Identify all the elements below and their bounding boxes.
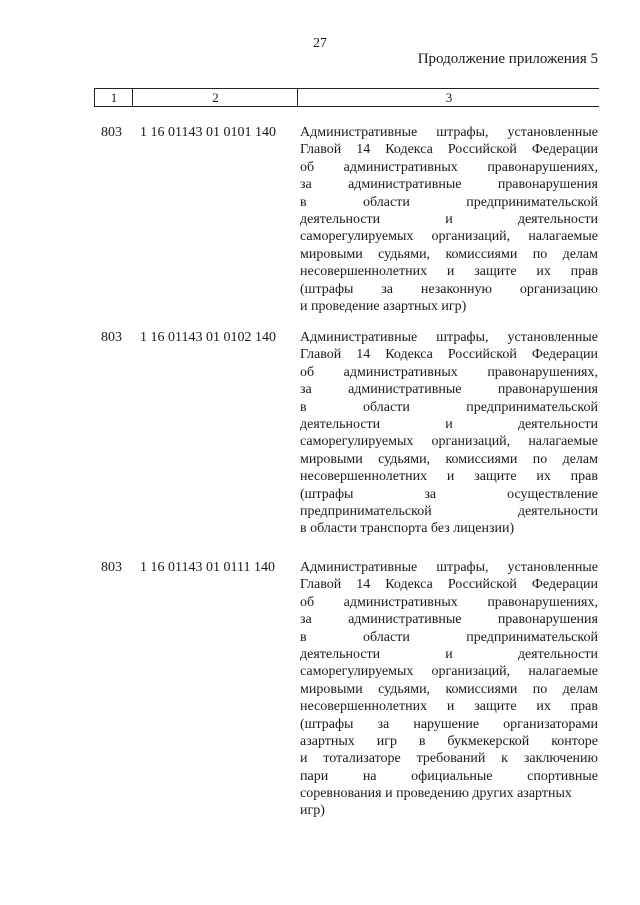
description-line: [300, 329, 598, 346]
description-word: предпринимательской: [466, 629, 598, 645]
description-word: прав: [570, 264, 598, 280]
description-word: налагаемые: [528, 229, 598, 245]
admin-code: 803: [101, 560, 122, 575]
description-word: Российской: [447, 347, 517, 363]
description-line: [300, 451, 598, 468]
table-header-row: [94, 88, 599, 107]
description-word: заключению: [523, 751, 598, 767]
description-word: мировыми: [300, 246, 363, 262]
description-word: и: [446, 699, 455, 715]
description-word: (штрафы: [300, 281, 354, 297]
description-word: соревнования и проведению других азартных: [300, 786, 572, 802]
description-word: организаций,: [431, 229, 511, 245]
description-word: Федерации: [531, 577, 598, 593]
description-word: делам: [562, 451, 598, 467]
description-word: за: [300, 177, 312, 193]
description-line: [300, 750, 598, 767]
description-word: спортивные: [527, 768, 598, 784]
description-word: судьями,: [378, 451, 431, 467]
description-word: налагаемые: [528, 664, 598, 680]
description-word: и: [446, 264, 455, 280]
description-word: Кодекса: [385, 142, 433, 158]
description-word: деятельности: [517, 503, 598, 519]
description-word: административных: [343, 594, 458, 610]
revenue-description: [300, 124, 598, 315]
description-word: требований: [416, 751, 486, 767]
description-line: [300, 716, 598, 733]
description-word: Федерации: [531, 142, 598, 158]
description-word: (штрафы: [300, 486, 354, 502]
description-word: административных: [343, 159, 458, 175]
description-word: за: [377, 716, 390, 732]
description-word: Кодекса: [385, 347, 433, 363]
description-word: установленные: [507, 125, 598, 140]
description-word: судьями,: [378, 681, 431, 697]
description-word: в: [300, 399, 307, 415]
description-line: [300, 698, 598, 715]
description-word: прав: [570, 469, 598, 485]
description-word: правонарушения: [497, 612, 598, 628]
description-word: организацию: [519, 281, 598, 297]
description-word: в: [300, 629, 307, 645]
description-word: Главой: [300, 142, 342, 158]
description-word: 14: [356, 577, 371, 593]
description-word: административных: [343, 364, 458, 380]
description-word: саморегулируемых: [300, 434, 414, 450]
description-word: конторе: [551, 733, 598, 749]
description-word: и: [445, 416, 453, 432]
description-word: Административные: [300, 125, 418, 140]
description-word: об: [300, 364, 315, 380]
description-word: 14: [356, 347, 371, 363]
description-word: правонарушения: [497, 382, 598, 398]
description-line: [300, 381, 598, 398]
description-line: [300, 416, 598, 433]
description-word: официальные: [411, 768, 493, 784]
description-word: к: [501, 751, 508, 767]
description-word: штрафы,: [436, 125, 489, 140]
description-word: Российской: [447, 577, 517, 593]
description-word: предпринимательской: [466, 194, 598, 210]
description-word: за: [424, 486, 437, 502]
description-word: защите: [474, 264, 517, 280]
description-word: мировыми: [300, 451, 363, 467]
description-word: об: [300, 159, 315, 175]
description-word: пари: [300, 768, 329, 784]
description-word: саморегулируемых: [300, 664, 414, 680]
description-line: [300, 281, 598, 298]
description-word: Административные: [300, 560, 418, 575]
description-word: игр: [376, 733, 397, 749]
description-line: [300, 503, 598, 520]
description-line: [300, 364, 598, 381]
description-word: организаторами: [503, 716, 598, 732]
description-word: несовершеннолетних: [300, 469, 428, 485]
description-word: нарушение: [413, 716, 480, 732]
description-word: саморегулируемых: [300, 229, 414, 245]
description-word: их: [536, 264, 551, 280]
description-word: их: [536, 699, 551, 715]
description-word: деятельности: [517, 646, 598, 662]
description-word: правонарушения: [497, 177, 598, 193]
description-word: организаций,: [431, 664, 511, 680]
description-line: [300, 594, 598, 611]
description-word: на: [362, 768, 377, 784]
description-word: букмекерской: [447, 733, 530, 749]
description-word: осуществление: [507, 486, 598, 502]
description-line: [300, 176, 598, 193]
description-word: деятельности: [517, 211, 598, 227]
description-line: [300, 124, 598, 141]
description-line: [300, 576, 598, 593]
description-line: [300, 141, 598, 158]
description-line: [300, 159, 598, 176]
description-word: делам: [562, 681, 598, 697]
description-word: административные: [348, 382, 462, 398]
description-word: по: [532, 681, 548, 697]
description-word: их: [536, 469, 551, 485]
description-line: [300, 802, 598, 819]
continuation-note: Продолжение приложения 5: [417, 51, 598, 67]
description-line: [300, 433, 598, 450]
description-line: [300, 611, 598, 628]
description-word: за: [300, 612, 312, 628]
description-word: предпринимательской: [300, 503, 432, 519]
description-word: области: [363, 629, 410, 645]
description-word: штрафы,: [436, 560, 489, 575]
description-line: [300, 681, 598, 698]
description-word: деятельности: [300, 211, 381, 227]
description-word: правонарушениях,: [487, 364, 598, 380]
description-word: Российской: [447, 142, 517, 158]
description-word: штрафы,: [436, 330, 489, 345]
description-word: в: [418, 733, 426, 749]
description-line: [300, 346, 598, 363]
description-word: защите: [474, 469, 517, 485]
description-word: деятельности: [300, 646, 381, 662]
description-line: [300, 263, 598, 280]
budget-classification-code: 1 16 01143 01 0111 140: [140, 560, 275, 575]
description-word: Главой: [300, 577, 342, 593]
description-line: [300, 246, 598, 263]
description-word: Административные: [300, 330, 418, 345]
description-word: несовершеннолетних: [300, 699, 428, 715]
admin-code: 803: [101, 125, 122, 140]
description-word: (штрафы: [300, 716, 354, 732]
description-word: деятельности: [300, 416, 381, 432]
description-line: [300, 520, 598, 537]
description-line: [300, 646, 598, 663]
description-word: судьями,: [378, 246, 431, 262]
description-word: тотализаторе: [323, 751, 401, 767]
description-word: налагаемые: [528, 434, 598, 450]
description-word: комиссиями: [445, 451, 518, 467]
revenue-description: [300, 559, 598, 820]
description-word: мировыми: [300, 681, 363, 697]
revenue-description: [300, 329, 598, 538]
description-word: делам: [562, 246, 598, 262]
description-word: Федерации: [531, 347, 598, 363]
description-word: по: [532, 451, 548, 467]
page-number: 27: [313, 36, 327, 51]
description-word: правонарушениях,: [487, 159, 598, 175]
description-word: комиссиями: [445, 681, 518, 697]
description-word: прав: [570, 699, 598, 715]
description-line: [300, 629, 598, 646]
description-word: области: [363, 194, 410, 210]
description-word: деятельности: [517, 416, 598, 432]
description-line: [300, 733, 598, 750]
description-word: и: [446, 469, 455, 485]
description-word: несовершеннолетних: [300, 264, 428, 280]
admin-code: 803: [101, 330, 122, 345]
description-line: [300, 663, 598, 680]
budget-classification-code: 1 16 01143 01 0101 140: [140, 125, 276, 140]
description-line: [300, 211, 598, 228]
description-word: Кодекса: [385, 577, 433, 593]
description-line: [300, 194, 598, 211]
description-word: Главой: [300, 347, 342, 363]
description-word: в области транспорта без лицензии): [300, 521, 515, 537]
description-line: [300, 298, 598, 315]
description-line: [300, 785, 598, 802]
description-line: [300, 768, 598, 785]
description-line: [300, 486, 598, 503]
description-word: 14: [356, 142, 371, 158]
description-word: и: [445, 211, 453, 227]
description-word: в: [300, 194, 307, 210]
description-word: за: [381, 281, 394, 297]
description-word: и проведение азартных игр): [300, 298, 467, 314]
description-word: административные: [348, 177, 462, 193]
description-word: предпринимательской: [466, 399, 598, 415]
description-word: за: [300, 382, 312, 398]
description-word: установленные: [507, 560, 598, 575]
description-word: комиссиями: [445, 246, 518, 262]
description-word: административные: [348, 612, 462, 628]
description-word: азартных: [300, 733, 355, 749]
description-word: установленные: [507, 330, 598, 345]
header-col-3: 3: [297, 89, 600, 106]
description-word: организаций,: [431, 434, 511, 450]
description-word: правонарушениях,: [487, 594, 598, 610]
description-word: незаконную: [420, 281, 492, 297]
description-word: по: [532, 246, 548, 262]
description-word: об: [300, 594, 315, 610]
description-line: [300, 228, 598, 245]
description-word: области: [363, 399, 410, 415]
header-col-2: 2: [132, 89, 298, 106]
description-word: игр): [300, 803, 325, 819]
description-word: и: [445, 646, 453, 662]
description-word: и: [300, 751, 308, 767]
description-word: защите: [474, 699, 517, 715]
description-line: [300, 468, 598, 485]
description-line: [300, 399, 598, 416]
budget-classification-code: 1 16 01143 01 0102 140: [140, 330, 276, 345]
description-line: [300, 559, 598, 576]
header-col-1: 1: [94, 89, 133, 106]
